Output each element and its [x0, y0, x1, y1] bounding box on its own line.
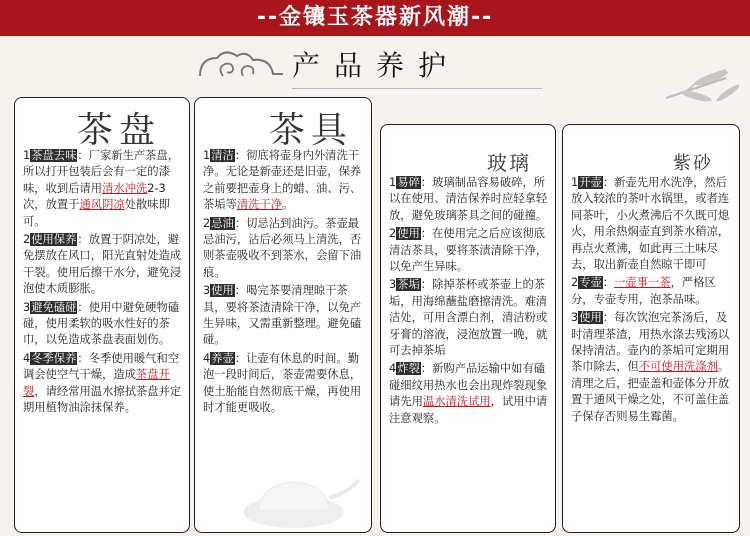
subtitle-divider: [292, 88, 542, 89]
list-item: 2专壶：一壶事一茶，严格区分，专壶专用，泡茶品味。: [571, 276, 716, 306]
list-item: 3避免磕碰：使用中避免硬物磕碰，使用柔软的吸水性好的茶巾，以免造成茶盘表面划伤。: [23, 300, 180, 347]
list-item: 1茶盘去味：厂家新生产茶盘，所以打开包装后会有一定的漆味，收到后请用清水冲洗2-3次，放置于通风阴凉处散味即可。: [23, 149, 180, 228]
tea-tray-title: 茶盘: [77, 110, 162, 151]
glass-title: 玻璃: [487, 151, 531, 175]
banner-title: --金镶玉茶器新风潮--: [256, 5, 494, 30]
list-item: 2使用：在使用完之后应该彻底清洁茶具，要将茶渍清除干净，以免产生异味。: [389, 227, 548, 274]
list-item: 2忌油：切忌沾到油污。茶壶最忌油污，沾后必须马上清洗，否则茶壶吸收不到茶水，会留下油痕。: [203, 216, 362, 279]
purple-clay-body: [571, 175, 733, 427]
list-item: 1易碎：玻璃制品容易破碎，所以在使用、清洁保养时应轻拿轻放，避免玻璃茶具之间的碰撞。: [389, 176, 548, 222]
list-item: 4炸裂：新购产品运输中如有磕碰细纹用热水也会出现炸裂现象请先用温水清洗试用，试用中请注意观察。: [389, 362, 548, 425]
item-tag: 清洁: [211, 149, 234, 162]
item-tag: 易碎: [397, 176, 420, 189]
list-item: 1清洁：彻底将壶身内外清洗干净。无论是新壶还是旧壶，保养之前要把壶身上的蜡、油、污、茶垢等清洗干净。: [203, 149, 362, 212]
highlight-text: 温水清洗试用: [422, 395, 491, 409]
item-tag: 使用: [397, 227, 420, 241]
item-tag: 养壶: [211, 351, 234, 365]
tea-tray-panel: [14, 97, 190, 533]
list-item: 4养壶：让壶有休息的时间。勤泡一段时间后，茶壶需要休息，使土胎能自然彻底干燥，再使用时才能更吸收。: [203, 351, 362, 415]
highlight-text: 通风阴凉: [79, 198, 125, 212]
item-tag: 开壶: [579, 176, 602, 189]
item-tag: 冬季保养: [31, 351, 77, 365]
list-item: 3茶垢：除掉茶杯或茶壶上的茶垢，用海绵蘸盐磨擦清洗。难清洁处，可用含漂白剂，清洁粉或牙膏的溶液，浸泡放置一晚，就可去掉茶垢: [389, 278, 548, 358]
list-item: 1开壶：新壶先用水洗净，然后放入较浓的茶叶水锅里，或者连同茶叶，小火煮沸后不久既可熄火，用余热焖壶直到茶水稍凉，再点火煮沸，如此再三土味尽去，取出新壶自然晾干即可: [571, 176, 730, 272]
item-tag: 专壶: [579, 276, 602, 290]
glass-body: [389, 175, 549, 429]
tea-tray-body: [23, 148, 183, 419]
tea-ware-body: [203, 148, 365, 419]
item-tag: 使用: [211, 284, 234, 298]
top-banner: [0, 0, 750, 36]
highlight-text: 清洗干净: [236, 198, 283, 212]
highlight-text: 不可使用洗涤剂: [638, 360, 718, 374]
list-item: 3使用：喝完茶要清理晾干茶具，要将茶渣清除干净，以免产生异味，又需重新整理。避免磕碰。: [203, 284, 362, 347]
auspicious-cloud-icon: [195, 46, 285, 86]
highlight-text: 一壶事一茶: [614, 276, 671, 290]
list-item: 3使用：每次饮泡完茶汤后，及时清理茶渣，用热水涤去残汤以保持清洁。壶内的茶垢可定期用茶巾除去，但不可使用洗涤剂。清理之后，把壶盖和壶体分开放置于通风干燥之处，不可盖住盖子保存否则易生霉菌。: [571, 311, 730, 423]
teapot-image: [199, 462, 369, 532]
item-tag: 使用保养: [31, 233, 77, 247]
page-subtitle: 产品养护: [292, 49, 461, 82]
subtitle-section: [0, 38, 750, 96]
item-tag: 茶盘去味: [31, 149, 77, 162]
item-tag: 茶垢: [397, 278, 420, 292]
highlight-text: 茶盘开裂: [23, 368, 170, 398]
list-item: 2使用保养：放置于阴凉处，避免摆放在风口，阳光直射处造成干裂。使用后擦干水分，避免浸泡使木质膨胀。: [23, 233, 182, 296]
glass-panel: [380, 124, 556, 533]
list-item: 4冬季保养：冬季使用暖气和空调会使空气干燥，造成茶盘开裂，请经常用温水擦拭茶盘并定期用植物油涂抹保养。: [23, 351, 182, 415]
item-tag: 使用: [579, 311, 602, 325]
purple-clay-panel: [562, 124, 740, 533]
item-tag: 忌油: [211, 216, 234, 230]
purple-clay-title: 紫砂: [673, 153, 713, 174]
item-tag: 炸裂: [397, 362, 420, 376]
tea-ware-title: 茶具: [269, 110, 354, 151]
item-tag: 避免磕碰: [31, 300, 77, 314]
tea-ware-panel: [194, 97, 372, 533]
highlight-text: 清水冲洗: [102, 181, 148, 195]
